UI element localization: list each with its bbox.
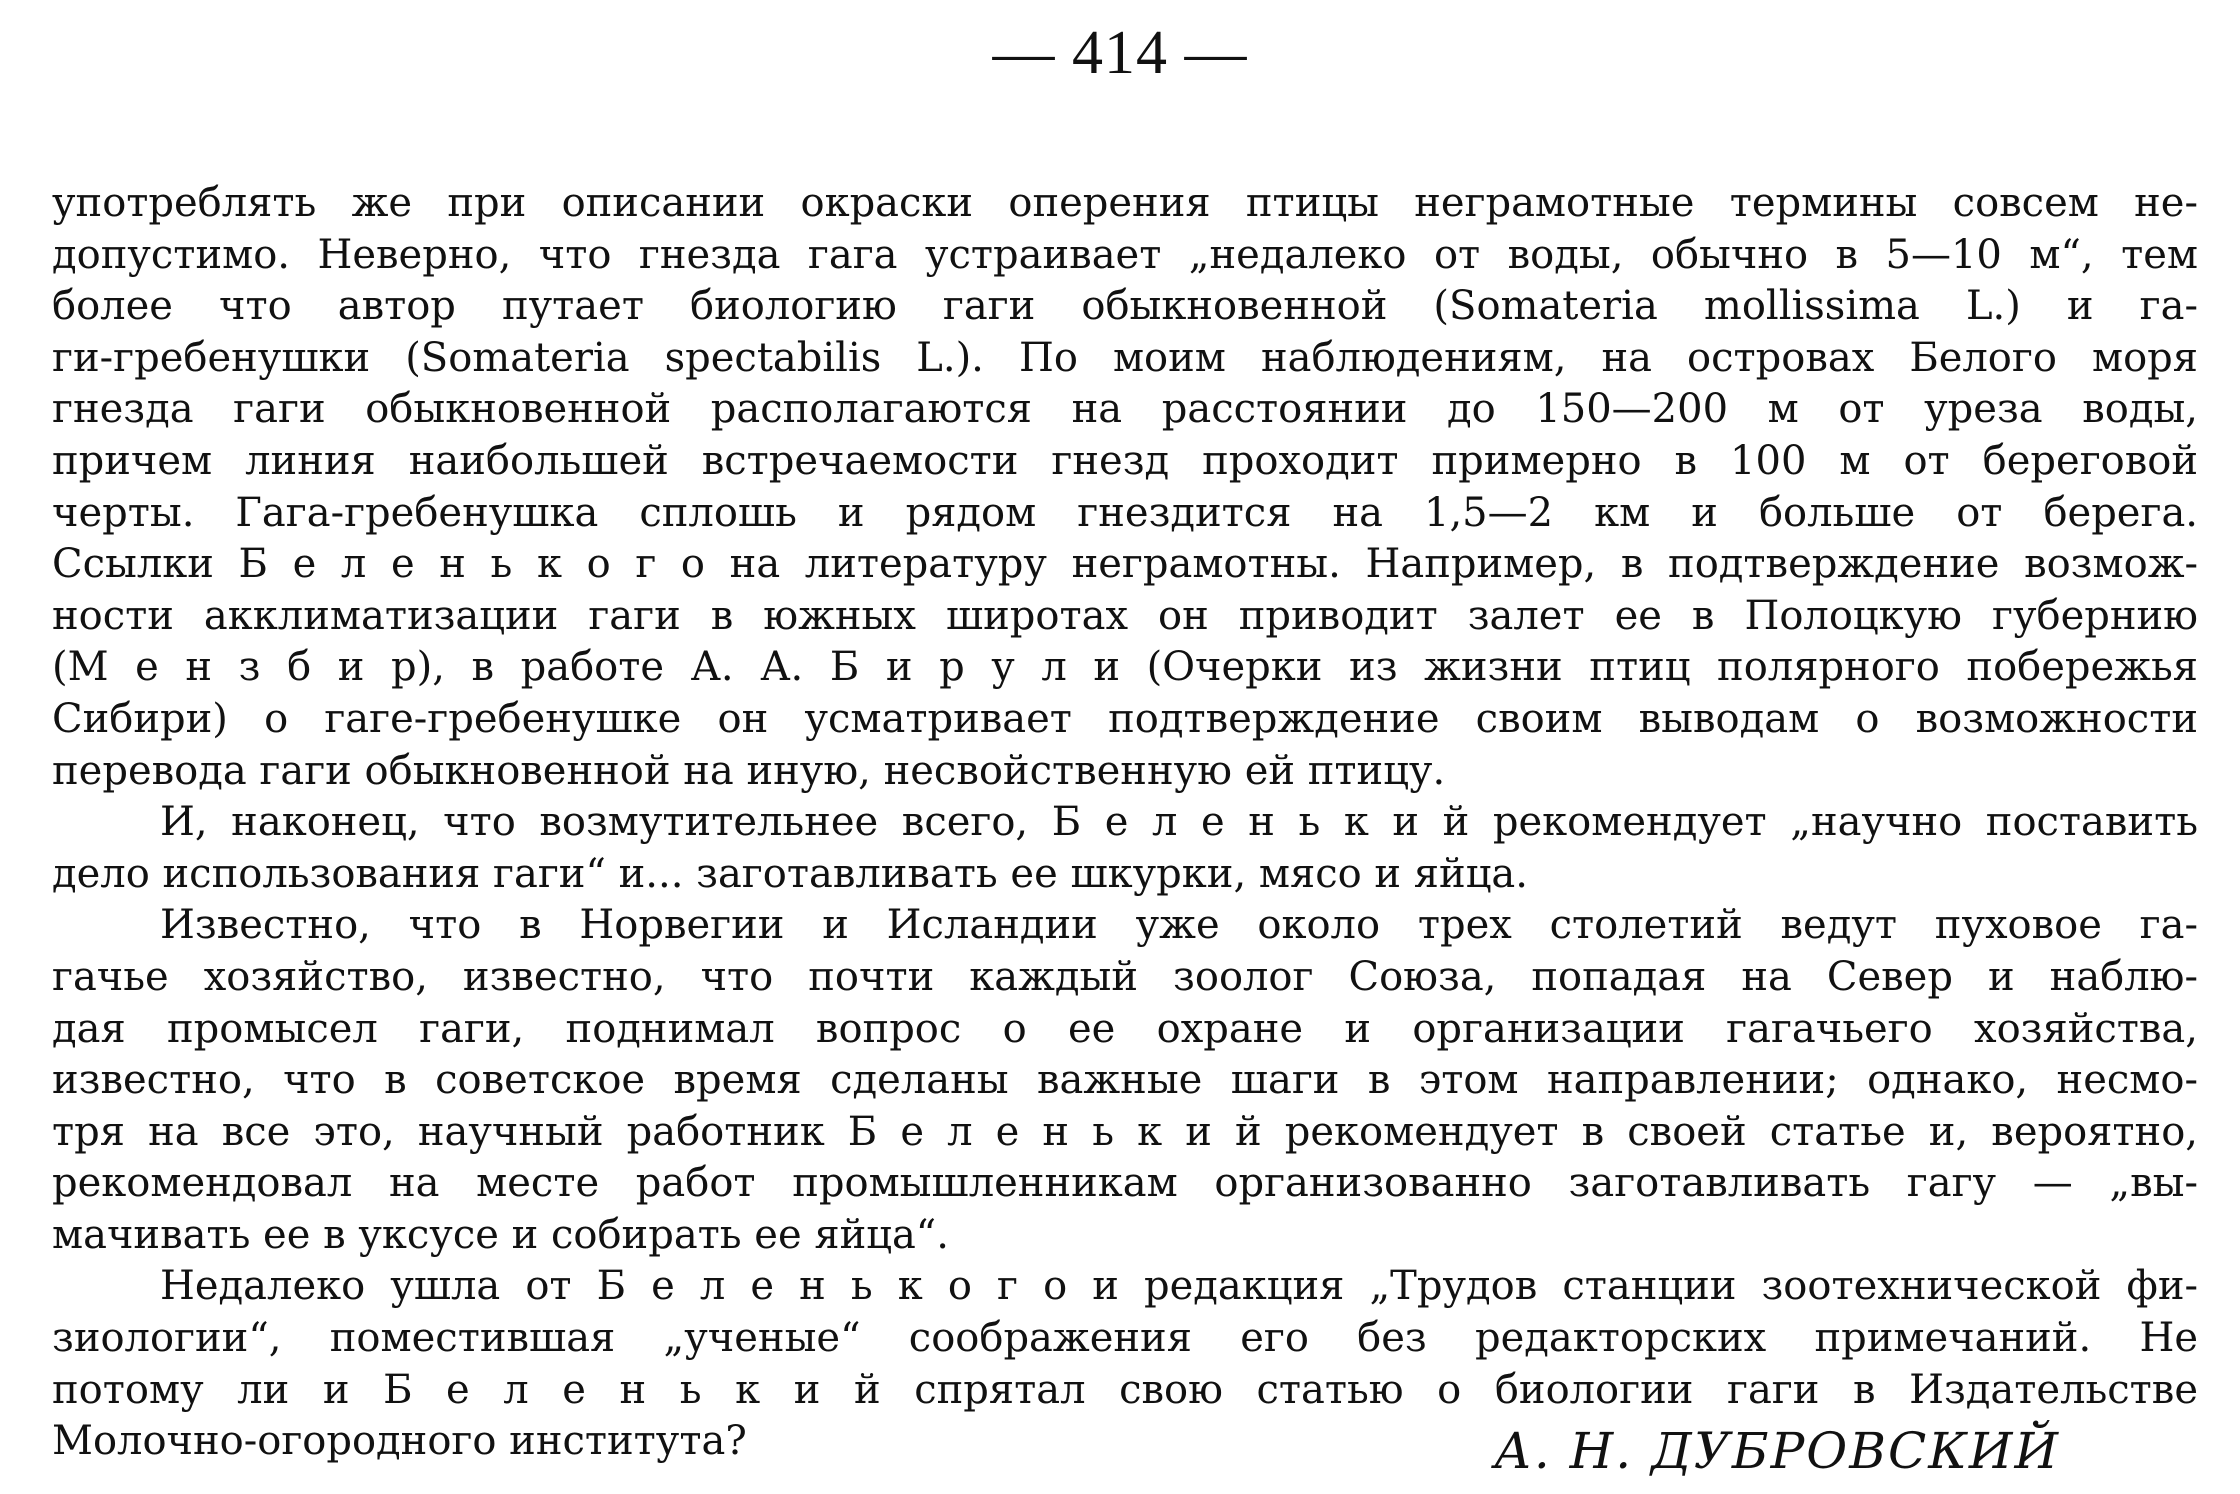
text-line: ности акклиматизации гаги в южных широтах он приводит залет ее в Полоцкую губернию [52,592,2198,639]
text-line: перевода гаги обыкновенной на иную, несвойственную ей птицу. [52,747,1446,794]
paragraph-3 [52,900,2198,1261]
text-line: гнезда гаги обыкновенной располагаются на расстоянии до 150—200 м от уреза воды, [52,386,2198,433]
text-line: дело использования гаги“ и... заготавливать ее шкурки, мясо и яйца. [52,850,1528,897]
author-signature: А. Н. ДУБРОВСКИЙ [1494,1422,2061,1480]
article-body [52,178,2198,1468]
text-line: ги-гребенушки (Somateria spectabilis L.). По моим наблюдениям, на островах Белого моря [52,334,2198,381]
text-line: употреблять же при описании окраски оперения птицы неграмотные термины совсем не- [52,180,2198,226]
text-line: зиологии“, поместившая „ученые“ соображения его без редакторских примечаний. Не [52,1315,2198,1362]
page-number: — 414 — [992,19,1248,87]
text-line: тря на все это, научный работник Б е л е н ь к и й рекомендует в своей статье и, вероятно, [52,1108,2198,1155]
text-line: допустимо. Неверно, что гнезда гага устраивает „недалеко от воды, обычно в 5—10 м“, тем [52,231,2198,278]
text-line: Молочно-огородного института? [52,1418,747,1465]
text-line: потому ли и Б е л е н ь к и й спрятал свою статью о биологии гаги в Издательстве [52,1366,2198,1413]
text-line: известно, что в советское время сделаны важные шаги в этом направлении; однако, несмо- [52,1057,2198,1104]
text-line: черты. Гага-гребенушка сплошь и рядом гнездится на 1,5—2 км и больше от берега. [52,489,2198,536]
text-line: Сибири) о гаге-гребенушке он усматривает подтверждение своим выводам о возможности [52,695,2198,742]
text-line: рекомендовал на месте работ промышленникам организованно заготавливать гагу — „вы- [52,1160,2198,1207]
text-line: Недалеко ушла от Б е л е н ь к о г о и редакция „Трудов станции зоотехнической фи- [160,1263,2198,1310]
text-line: И, наконец, что возмутительнее всего, Б е л е н ь к и й рекомендует „научно поставить [160,799,2198,846]
text-line: более что автор путает биологию гаги обыкновенной (Somateria mollissima L.) и га- [52,283,2198,330]
text-line: причем линия наибольшей встречаемости гнезд проходит примерно в 100 м от береговой [52,437,2198,484]
paragraph-1 [52,178,2198,797]
text-line: гачье хозяйство, известно, что почти каждый зоолог Союза, попадая на Север и наблю- [52,953,2198,1000]
text-line: Ссылки Б е л е н ь к о г о на литературу неграмотны. Например, в подтверждение возмож- [52,541,2198,588]
paragraph-2 [52,797,2198,900]
text-line: Известно, что в Норвегии и Исландии уже около трех столетий ведут пуховое га- [160,902,2198,949]
text-line: (М е н з б и р), в работе А. А. Б и р у л и (Очерки из жизни птиц полярного побережья [52,644,2198,691]
text-line: дая промысел гаги, поднимал вопрос о ее охране и организации гагачьего хозяйства, [52,1005,2198,1052]
text-line: мачивать ее в уксусе и собирать ее яйца“. [52,1211,949,1258]
